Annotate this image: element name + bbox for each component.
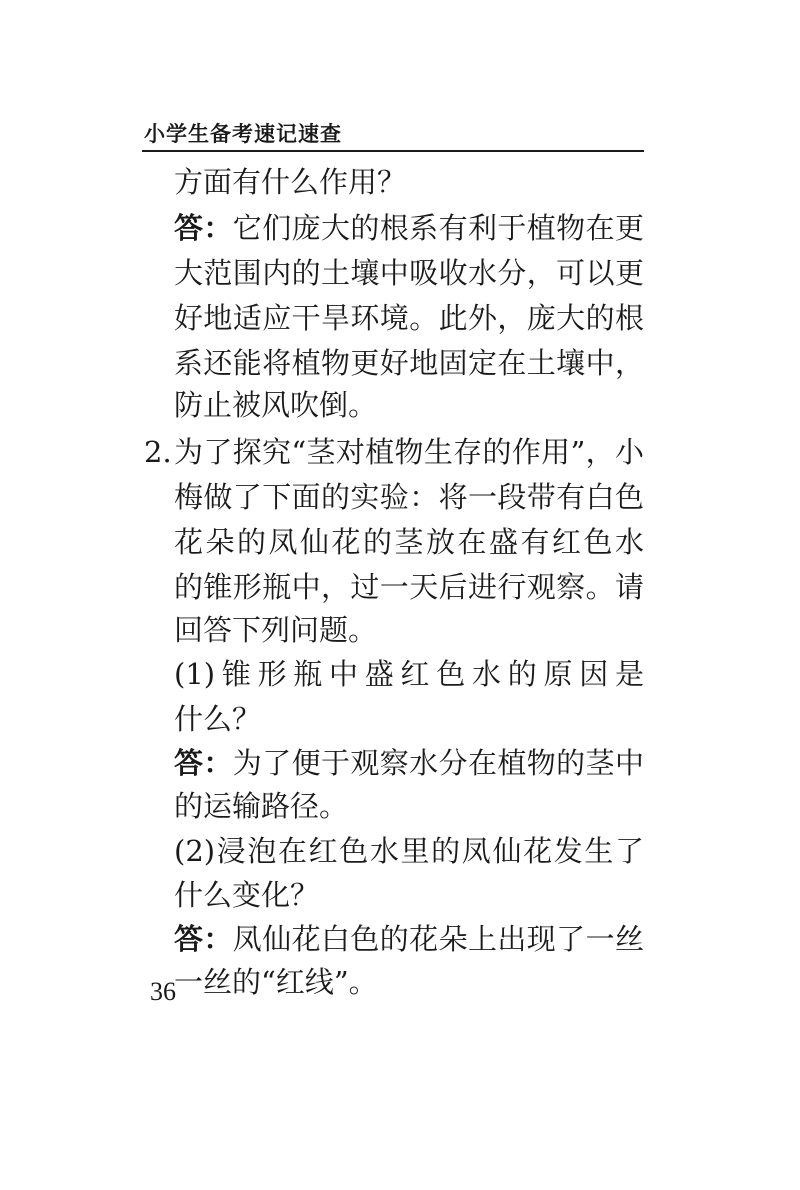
running-head: 小学生备考速记速查 <box>144 122 342 146</box>
answer-line: 防止被风吹倒。 <box>174 388 378 422</box>
answer-line: 一丝的“红线”。 <box>174 965 378 999</box>
question-line: 花朵的凤仙花的茎放在盛有红色水 <box>174 525 644 559</box>
question-text-line: 方面有什么作用？ <box>174 165 407 199</box>
answer-line <box>174 208 644 248</box>
answer-label: 答： <box>174 922 233 956</box>
answer-label: 答： <box>174 746 233 780</box>
answer-text: 它们庞大的根系有利于植物在更 <box>232 211 644 245</box>
answer-text: 凤仙花白色的花朵上出现了一丝 <box>232 922 644 956</box>
answer-line <box>174 743 644 783</box>
answer-line <box>174 919 644 959</box>
answer-text: 为了便于观察水分在植物的茎中 <box>232 746 644 780</box>
sub-question-line: 什么？ <box>174 702 262 736</box>
sub-question-line: 什么变化？ <box>174 878 320 912</box>
answer-line: 大范围内的土壤中吸收水分，可以更 <box>174 256 644 290</box>
question-number: 2. <box>144 435 172 469</box>
sub-question-line: (1)锥形瓶中盛红色水的原因是 <box>174 657 644 691</box>
sub-question-line: (2)浸泡在红色水里的凤仙花发生了 <box>174 834 644 868</box>
answer-line: 的运输路径。 <box>174 789 349 823</box>
question-line: 回答下列问题。 <box>174 613 378 647</box>
page-number: 36 <box>150 977 176 1006</box>
answer-label: 答： <box>174 211 233 245</box>
question-line: 的锥形瓶中，过一天后进行观察。请 <box>174 570 644 604</box>
question-line: 为了探究“茎对植物生存的作用”，小 <box>174 435 644 469</box>
answer-line: 系还能将植物更好地固定在土壤中， <box>174 346 644 380</box>
question-line: 梅做了下面的实验：将一段带有白色 <box>174 480 644 514</box>
header-rule <box>142 150 644 152</box>
answer-line: 好地适应干旱环境。此外，庞大的根 <box>174 301 644 335</box>
